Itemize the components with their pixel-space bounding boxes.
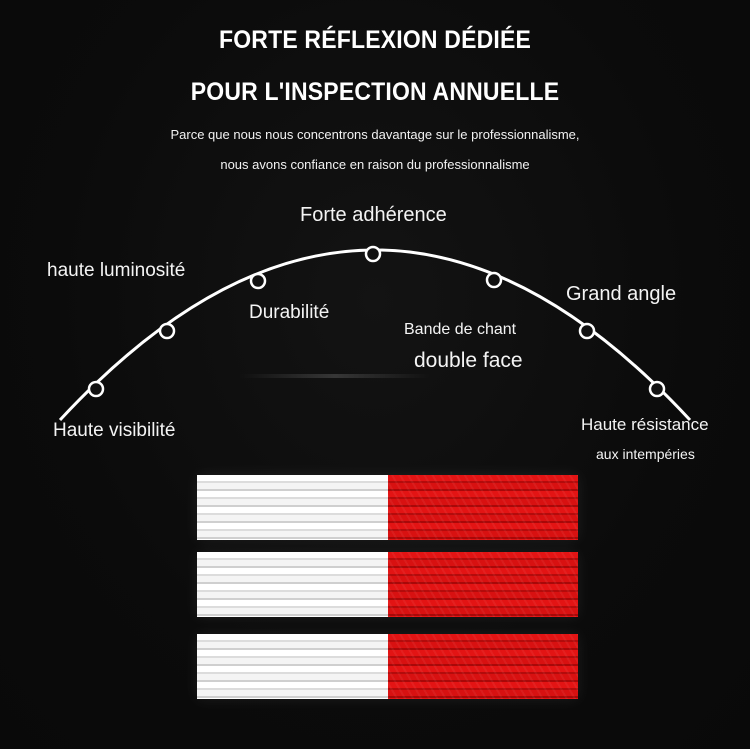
arc-dot-haute-resistance [650, 382, 664, 396]
arc-dot-haute-visibilite [89, 382, 103, 396]
reflective-strip [197, 552, 578, 617]
arc-dot-durabilite [251, 274, 265, 288]
reflective-strip [197, 634, 578, 699]
headline-line-2: POUR L'INSPECTION ANNUELLE [190, 78, 560, 106]
reflective-red-segment [388, 634, 579, 699]
feature-aux-intemperies: aux intempéries [596, 446, 695, 462]
reflective-red-segment [388, 552, 579, 617]
feature-bande-de-chant: Bande de chant [404, 321, 517, 338]
arc-dot-haute-luminosite [160, 324, 174, 338]
feature-forte-adherence: Forte adhérence [300, 204, 447, 226]
feature-durabilite: Durabilité [249, 302, 330, 323]
feature-haute-resistance: Haute résistance [581, 415, 709, 434]
reflective-white-segment [197, 634, 388, 699]
feature-double-face: double face [414, 349, 523, 372]
feature-haute-luminosite: haute luminosité [47, 260, 186, 281]
reflective-white-segment [197, 475, 388, 540]
reflective-strip [197, 475, 578, 540]
reflective-white-segment [197, 552, 388, 617]
decorative-line [240, 374, 430, 378]
feature-haute-visibilite: Haute visibilité [53, 420, 176, 441]
headline-line-1: FORTE RÉFLEXION DÉDIÉE [218, 26, 532, 54]
feature-grand-angle: Grand angle [566, 283, 677, 305]
arc-dot-double-face [487, 273, 501, 287]
arc-dot-forte-adherence [366, 247, 380, 261]
arc-dot-grand-angle [580, 324, 594, 338]
subtitle-line-2: nous avons confiance en raison du professionnalisme [220, 157, 530, 172]
subtitle-line-1: Parce que nous nous concentrons davantage sur le professionnalisme, [170, 127, 580, 142]
reflective-red-segment [388, 475, 579, 540]
